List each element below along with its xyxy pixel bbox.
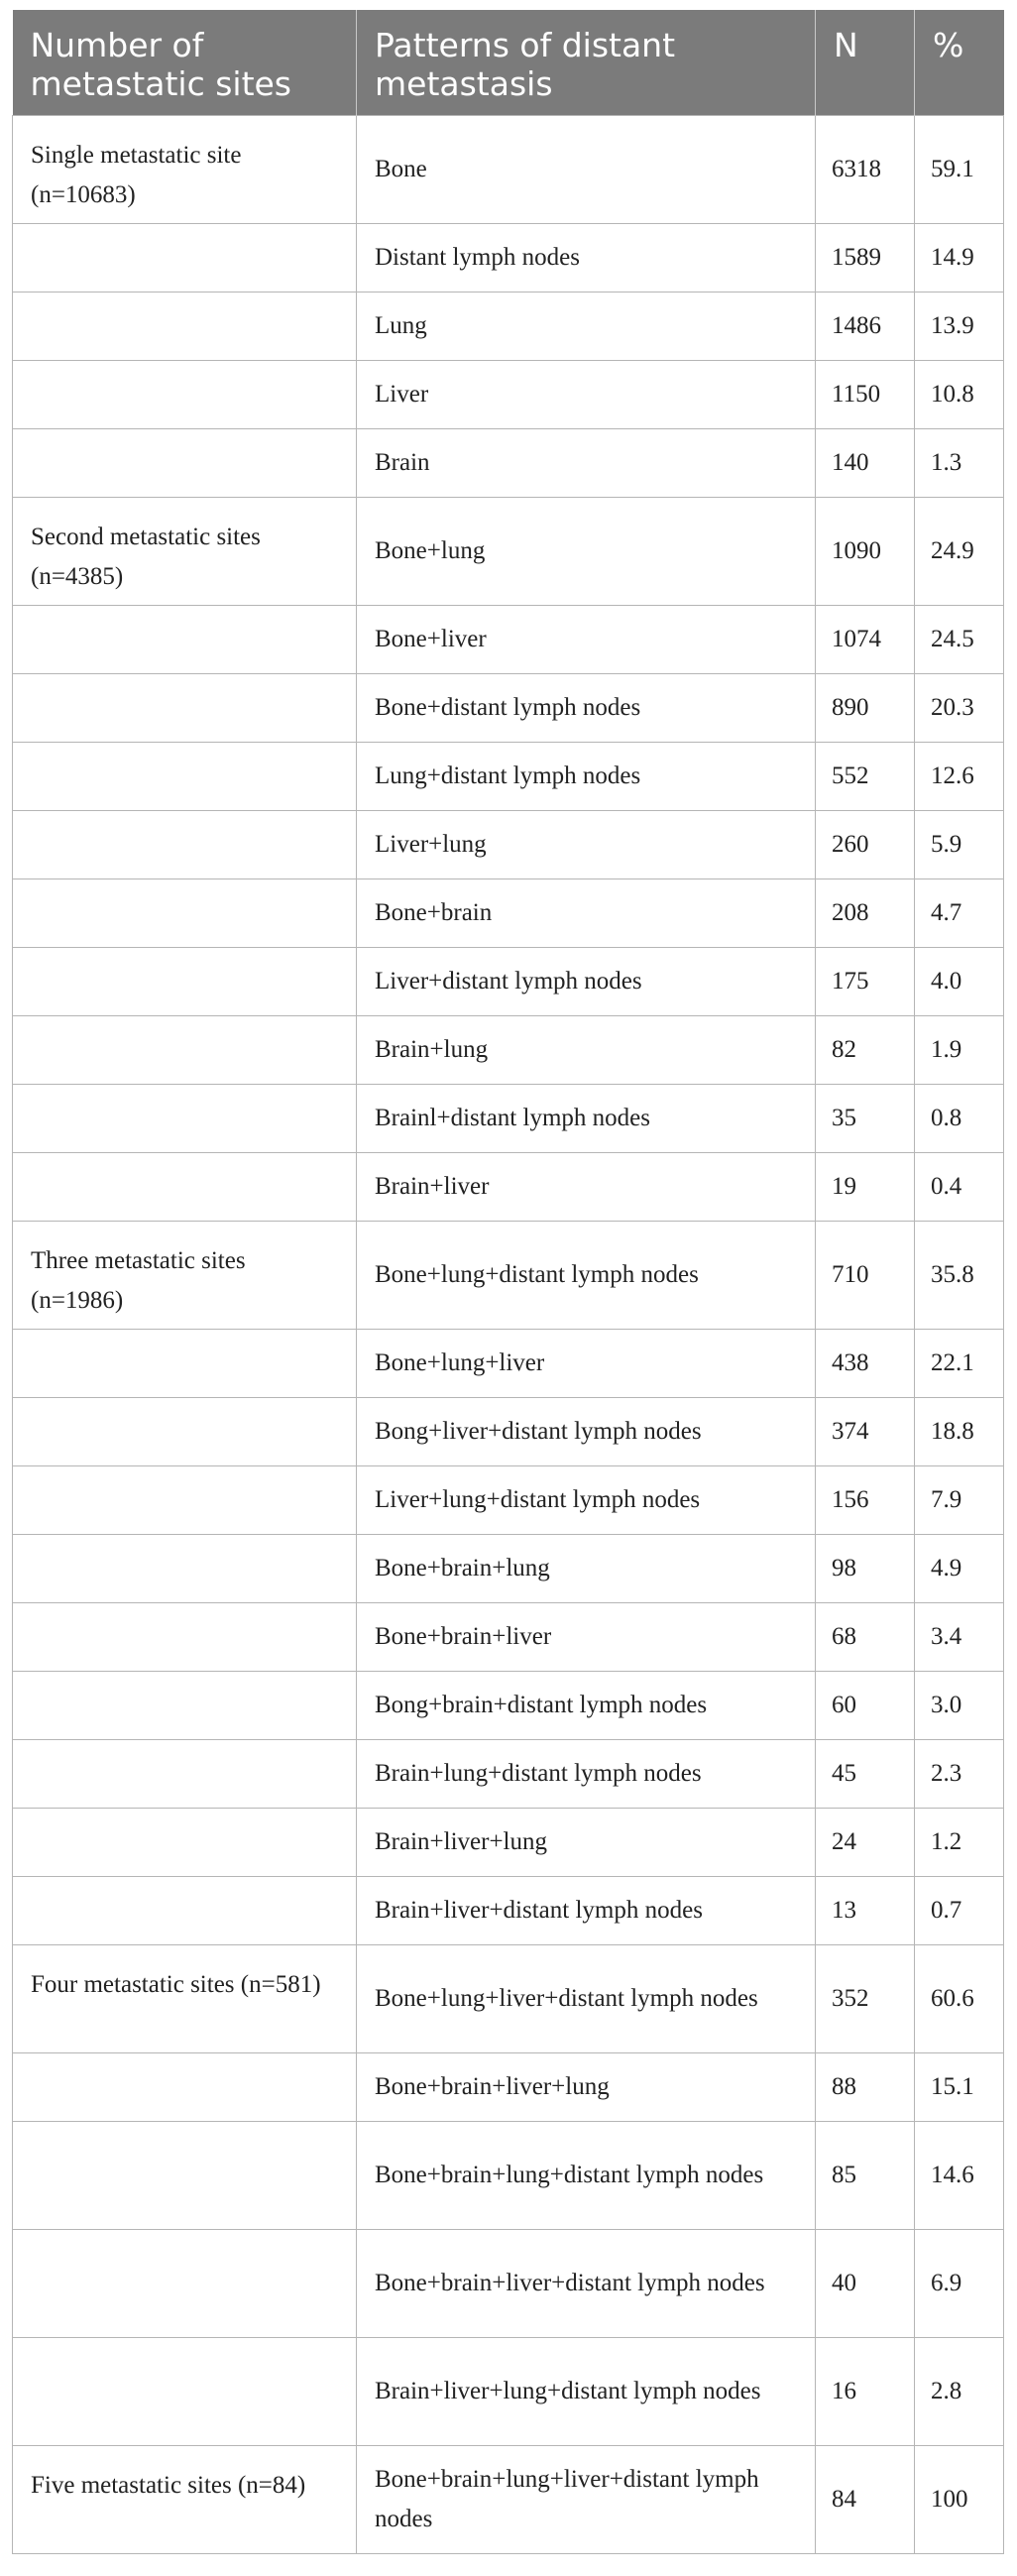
- table-row: [13, 948, 1004, 1016]
- cell-metastatic-sites: [13, 2122, 357, 2230]
- cell-n: 82: [816, 1016, 915, 1085]
- table-row: [13, 1535, 1004, 1603]
- cell-pct: 3.0: [915, 1672, 1004, 1740]
- cell-n: 208: [816, 879, 915, 948]
- cell-pattern: Bone+distant lymph nodes: [357, 674, 816, 743]
- table-row: [13, 2122, 1004, 2230]
- table-row: [13, 1809, 1004, 1877]
- cell-pct: 0.8: [915, 1085, 1004, 1153]
- cell-metastatic-sites: [13, 948, 357, 1016]
- cell-n: 16: [816, 2338, 915, 2446]
- cell-pct: 3.4: [915, 1603, 1004, 1672]
- cell-pct: 12.6: [915, 743, 1004, 811]
- cell-pattern: Bone+lung+distant lymph nodes: [357, 1222, 816, 1330]
- cell-pattern: Brain+liver+lung+distant lymph nodes: [357, 2338, 816, 2446]
- cell-n: 88: [816, 2053, 915, 2122]
- cell-pattern: Bone+brain+liver+lung: [357, 2053, 816, 2122]
- cell-n: 45: [816, 1740, 915, 1809]
- cell-metastatic-sites: [13, 2338, 357, 2446]
- table-row: [13, 293, 1004, 361]
- cell-n: 140: [816, 429, 915, 498]
- table-row: [13, 1603, 1004, 1672]
- cell-metastatic-sites: [13, 1672, 357, 1740]
- cell-n: 60: [816, 1672, 915, 1740]
- table-row: [13, 606, 1004, 674]
- cell-pattern: Lung+distant lymph nodes: [357, 743, 816, 811]
- cell-metastatic-sites: Single metastatic site (n=10683): [13, 116, 357, 224]
- cell-pct: 18.8: [915, 1398, 1004, 1466]
- cell-metastatic-sites: [13, 361, 357, 429]
- cell-metastatic-sites: [13, 1535, 357, 1603]
- cell-metastatic-sites: Three metastatic sites (n=1986): [13, 1222, 357, 1330]
- cell-n: 156: [816, 1466, 915, 1535]
- cell-n: 352: [816, 1945, 915, 2053]
- metastasis-table-container: [12, 10, 1003, 2554]
- cell-metastatic-sites: [13, 1398, 357, 1466]
- cell-pct: 2.3: [915, 1740, 1004, 1809]
- cell-pattern: Brain: [357, 429, 816, 498]
- cell-pct: 1.2: [915, 1809, 1004, 1877]
- cell-pattern: Bone+brain+liver+distant lymph nodes: [357, 2230, 816, 2338]
- cell-pct: 1.9: [915, 1016, 1004, 1085]
- cell-pct: 7.9: [915, 1466, 1004, 1535]
- header-patterns: Patterns of distant metastasis: [357, 10, 816, 116]
- cell-n: 438: [816, 1330, 915, 1398]
- header-n: N: [816, 10, 915, 116]
- cell-pattern: Bone+lung+liver+distant lymph nodes: [357, 1945, 816, 2053]
- cell-pct: 14.9: [915, 224, 1004, 293]
- cell-pattern: Brain+lung+distant lymph nodes: [357, 1740, 816, 1809]
- cell-n: 552: [816, 743, 915, 811]
- cell-pattern: Liver+lung+distant lymph nodes: [357, 1466, 816, 1535]
- cell-metastatic-sites: [13, 429, 357, 498]
- cell-pct: 0.4: [915, 1153, 1004, 1222]
- cell-pct: 2.8: [915, 2338, 1004, 2446]
- cell-metastatic-sites: [13, 879, 357, 948]
- cell-pattern: Brain+liver: [357, 1153, 816, 1222]
- cell-metastatic-sites: Second metastatic sites (n=4385): [13, 498, 357, 606]
- cell-pattern: Bone+brain+lung+liver+distant lymph nodes: [357, 2446, 816, 2554]
- cell-pct: 60.6: [915, 1945, 1004, 2053]
- cell-metastatic-sites: Five metastatic sites (n=84): [13, 2446, 357, 2554]
- cell-metastatic-sites: [13, 674, 357, 743]
- cell-pattern: Bone: [357, 116, 816, 224]
- table-row: [13, 674, 1004, 743]
- cell-metastatic-sites: [13, 1466, 357, 1535]
- cell-pattern: Distant lymph nodes: [357, 224, 816, 293]
- cell-pattern: Brainl+distant lymph nodes: [357, 1085, 816, 1153]
- cell-n: 1486: [816, 293, 915, 361]
- cell-pct: 4.0: [915, 948, 1004, 1016]
- cell-pct: 24.5: [915, 606, 1004, 674]
- cell-pattern: Liver+distant lymph nodes: [357, 948, 816, 1016]
- header-pct: %: [915, 10, 1004, 116]
- cell-pattern: Brain+liver+lung: [357, 1809, 816, 1877]
- cell-pattern: Bone+brain: [357, 879, 816, 948]
- table-row: [13, 429, 1004, 498]
- cell-pattern: Bone+lung: [357, 498, 816, 606]
- cell-n: 1150: [816, 361, 915, 429]
- cell-pattern: Bone+brain+liver: [357, 1603, 816, 1672]
- table-body: [13, 116, 1004, 2554]
- table-row: [13, 1945, 1004, 2053]
- cell-metastatic-sites: [13, 811, 357, 879]
- cell-metastatic-sites: [13, 224, 357, 293]
- table-row: [13, 224, 1004, 293]
- cell-n: 84: [816, 2446, 915, 2554]
- cell-n: 19: [816, 1153, 915, 1222]
- table-row: [13, 498, 1004, 606]
- cell-metastatic-sites: [13, 2053, 357, 2122]
- cell-n: 98: [816, 1535, 915, 1603]
- cell-pct: 14.6: [915, 2122, 1004, 2230]
- cell-metastatic-sites: [13, 1016, 357, 1085]
- table-row: [13, 1016, 1004, 1085]
- cell-metastatic-sites: [13, 1809, 357, 1877]
- table-header: [13, 10, 1004, 116]
- cell-pct: 13.9: [915, 293, 1004, 361]
- cell-pattern: Liver+lung: [357, 811, 816, 879]
- cell-pct: 0.7: [915, 1877, 1004, 1945]
- cell-pattern: Bone+brain+lung: [357, 1535, 816, 1603]
- cell-metastatic-sites: [13, 1740, 357, 1809]
- table-row: [13, 1330, 1004, 1398]
- table-row: [13, 1085, 1004, 1153]
- cell-n: 710: [816, 1222, 915, 1330]
- header-number-of-sites: Number of metastatic sites: [13, 10, 357, 116]
- table-row: [13, 1672, 1004, 1740]
- cell-metastatic-sites: [13, 2230, 357, 2338]
- table-row: [13, 2338, 1004, 2446]
- cell-pattern: Bone+liver: [357, 606, 816, 674]
- cell-n: 40: [816, 2230, 915, 2338]
- cell-n: 1074: [816, 606, 915, 674]
- cell-metastatic-sites: [13, 606, 357, 674]
- cell-pattern: Bone+lung+liver: [357, 1330, 816, 1398]
- cell-pattern: Lung: [357, 293, 816, 361]
- cell-pattern: Bong+liver+distant lymph nodes: [357, 1398, 816, 1466]
- cell-metastatic-sites: [13, 293, 357, 361]
- cell-metastatic-sites: [13, 743, 357, 811]
- cell-pattern: Bong+brain+distant lymph nodes: [357, 1672, 816, 1740]
- cell-pct: 59.1: [915, 116, 1004, 224]
- metastasis-table: [12, 10, 1004, 2554]
- cell-pct: 5.9: [915, 811, 1004, 879]
- cell-n: 175: [816, 948, 915, 1016]
- cell-pct: 20.3: [915, 674, 1004, 743]
- cell-pct: 1.3: [915, 429, 1004, 498]
- table-row: [13, 2446, 1004, 2554]
- table-row: [13, 361, 1004, 429]
- table-row: [13, 1466, 1004, 1535]
- cell-metastatic-sites: [13, 1877, 357, 1945]
- cell-pct: 15.1: [915, 2053, 1004, 2122]
- cell-pattern: Bone+brain+lung+distant lymph nodes: [357, 2122, 816, 2230]
- cell-pct: 6.9: [915, 2230, 1004, 2338]
- table-row: [13, 2230, 1004, 2338]
- cell-n: 85: [816, 2122, 915, 2230]
- table-row: [13, 879, 1004, 948]
- table-row: [13, 1222, 1004, 1330]
- cell-metastatic-sites: [13, 1085, 357, 1153]
- cell-metastatic-sites: [13, 1153, 357, 1222]
- cell-n: 890: [816, 674, 915, 743]
- cell-n: 35: [816, 1085, 915, 1153]
- cell-n: 1589: [816, 224, 915, 293]
- table-row: [13, 1740, 1004, 1809]
- cell-pattern: Liver: [357, 361, 816, 429]
- cell-n: 374: [816, 1398, 915, 1466]
- cell-metastatic-sites: Four metastatic sites (n=581): [13, 1945, 357, 2053]
- table-row: [13, 811, 1004, 879]
- cell-pct: 22.1: [915, 1330, 1004, 1398]
- cell-metastatic-sites: [13, 1603, 357, 1672]
- header-row: [13, 10, 1004, 116]
- cell-n: 13: [816, 1877, 915, 1945]
- cell-pct: 100: [915, 2446, 1004, 2554]
- cell-pct: 35.8: [915, 1222, 1004, 1330]
- cell-pct: 4.9: [915, 1535, 1004, 1603]
- table-row: [13, 116, 1004, 224]
- cell-pct: 10.8: [915, 361, 1004, 429]
- cell-n: 6318: [816, 116, 915, 224]
- table-row: [13, 743, 1004, 811]
- table-row: [13, 1153, 1004, 1222]
- cell-n: 24: [816, 1809, 915, 1877]
- cell-n: 68: [816, 1603, 915, 1672]
- cell-pct: 4.7: [915, 879, 1004, 948]
- cell-pattern: Brain+lung: [357, 1016, 816, 1085]
- cell-metastatic-sites: [13, 1330, 357, 1398]
- cell-n: 260: [816, 811, 915, 879]
- cell-n: 1090: [816, 498, 915, 606]
- table-row: [13, 1398, 1004, 1466]
- table-row: [13, 1877, 1004, 1945]
- cell-pattern: Brain+liver+distant lymph nodes: [357, 1877, 816, 1945]
- table-row: [13, 2053, 1004, 2122]
- cell-pct: 24.9: [915, 498, 1004, 606]
